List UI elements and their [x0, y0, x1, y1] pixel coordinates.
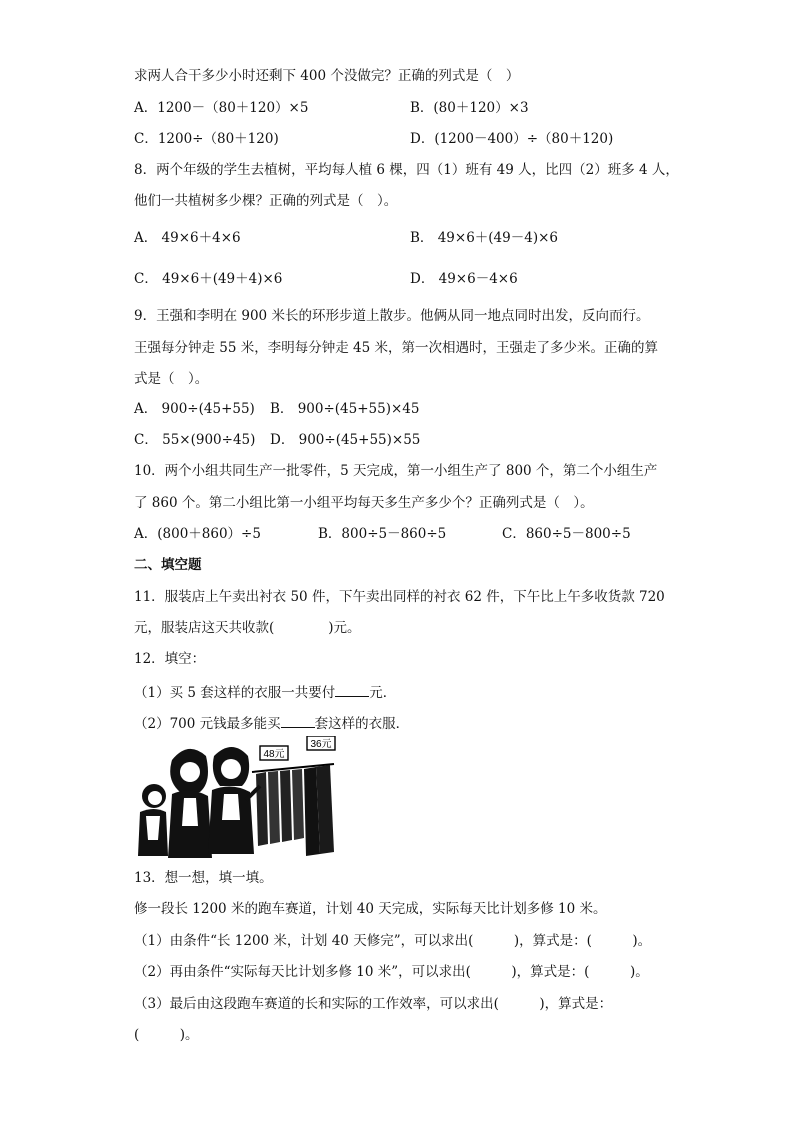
q13-part1: （1）由条件“长 1200 米，计划 40 天修完”，可以求出( )，算式是：( )。 — [134, 933, 652, 949]
q9-line2: 王强每分钟走 55 米，李明每分钟走 45 米，第一次相遇时，王强走了多少米。正确的算 — [134, 340, 659, 356]
q8-option-a: A． 49×6＋4×6 — [134, 230, 241, 246]
q9-option-c: C． 55×(900÷45) — [134, 432, 256, 448]
price-tag-b-label: 36元 — [310, 739, 332, 750]
q7-option-b: B．(80＋120）×3 — [410, 100, 529, 116]
q7-option-a: A．1200－（80＋120）×5 — [134, 100, 309, 116]
q7-option-c: C．1200÷（80＋120) — [134, 131, 279, 147]
q13-part2: （2）再由条件“实际每天比计划多修 10 米”，可以求出( )，算式是：( )。 — [134, 964, 649, 980]
q13-stem: 修一段长 1200 米的跑车赛道，计划 40 天完成，实际每天比计划多修 10 米。 — [134, 901, 607, 917]
q12-part1-post: 元． — [369, 685, 397, 701]
q9-option-a: A． 900÷(45+55) — [134, 401, 255, 417]
answer-blank[interactable] — [281, 713, 315, 728]
q8-option-b: B． 49×6＋(49－4)×6 — [410, 230, 558, 246]
q9-option-d: D． 900÷(45+55)×55 — [270, 432, 421, 448]
q12-part2-pre: （2）700 元钱最多能买 — [134, 716, 281, 732]
q11-line1: 11．服装店上午卖出衬衣 50 件，下午卖出同样的衬衣 62 件，下午比上午多收货款 720 — [134, 589, 665, 605]
q13-part3: （3）最后由这段跑车赛道的长和实际的工作效率，可以求出( )，算式是： — [134, 996, 613, 1012]
price-tag-a-label: 48元 — [263, 749, 285, 760]
q9-line1: 9．王强和李明在 900 米长的环形步道上散步。他俩从同一地点同时出发，反向而行。 — [134, 308, 650, 324]
q10-line2: 了 860 个。第二小组比第一小组平均每天多生产多少个？正确列式是（ ）。 — [134, 495, 594, 511]
q10-line1: 10．两个小组共同生产一批零件，5 天完成，第一小组生产了 800 个，第二个小组生产 — [134, 463, 658, 479]
hanging-clothes — [256, 765, 334, 856]
q12-title: 12．填空： — [134, 651, 206, 667]
q12-part2-post: 套这样的衣服． — [314, 716, 410, 732]
q8-option-c: C． 49×6＋(49＋4)×6 — [134, 271, 283, 287]
q10-option-b: B．800÷5－860÷5 — [318, 526, 447, 542]
clothes-shopping-illustration — [134, 736, 338, 858]
q7-stem-tail: 求两人合干多少小时还剩下 400 个没做完？正确的列式是（ ） — [134, 68, 520, 84]
q12-part1 — [134, 682, 396, 702]
q9-line3: 式是（ ）。 — [134, 371, 209, 387]
q7-option-d: D．(1200－400）÷（80＋120) — [410, 131, 614, 147]
answer-blank[interactable] — [335, 682, 369, 697]
girl-small-figure — [138, 784, 168, 856]
q8-line2: 他们一共植树多少棵？正确的列式是（ ）。 — [134, 193, 398, 209]
q9-option-b: B． 900÷(45+55)×45 — [270, 401, 420, 417]
q8-line1: 8．两个年级的学生去植树，平均每人植 6 棵，四（1）班有 49 人，比四（2）班多 4 人， — [134, 162, 679, 178]
q8-option-d: D． 49×6－4×6 — [410, 271, 518, 287]
q10-option-c: C．860÷5－800÷5 — [502, 526, 631, 542]
q11-line2: 元，服装店这天共收款( )元。 — [134, 620, 361, 636]
q13-part3-blank: ( )。 — [134, 1027, 199, 1043]
q12-part2 — [134, 713, 409, 733]
woman-right-figure — [208, 747, 260, 854]
section-heading: 二、填空题 — [134, 557, 202, 573]
q13-title: 13．想一想，填一填。 — [134, 870, 273, 886]
q10-option-a: A．(800＋860）÷5 — [134, 526, 261, 542]
q12-part1-pre: （1）买 5 套这样的衣服一共要付 — [134, 685, 336, 701]
woman-left-figure — [168, 749, 212, 858]
